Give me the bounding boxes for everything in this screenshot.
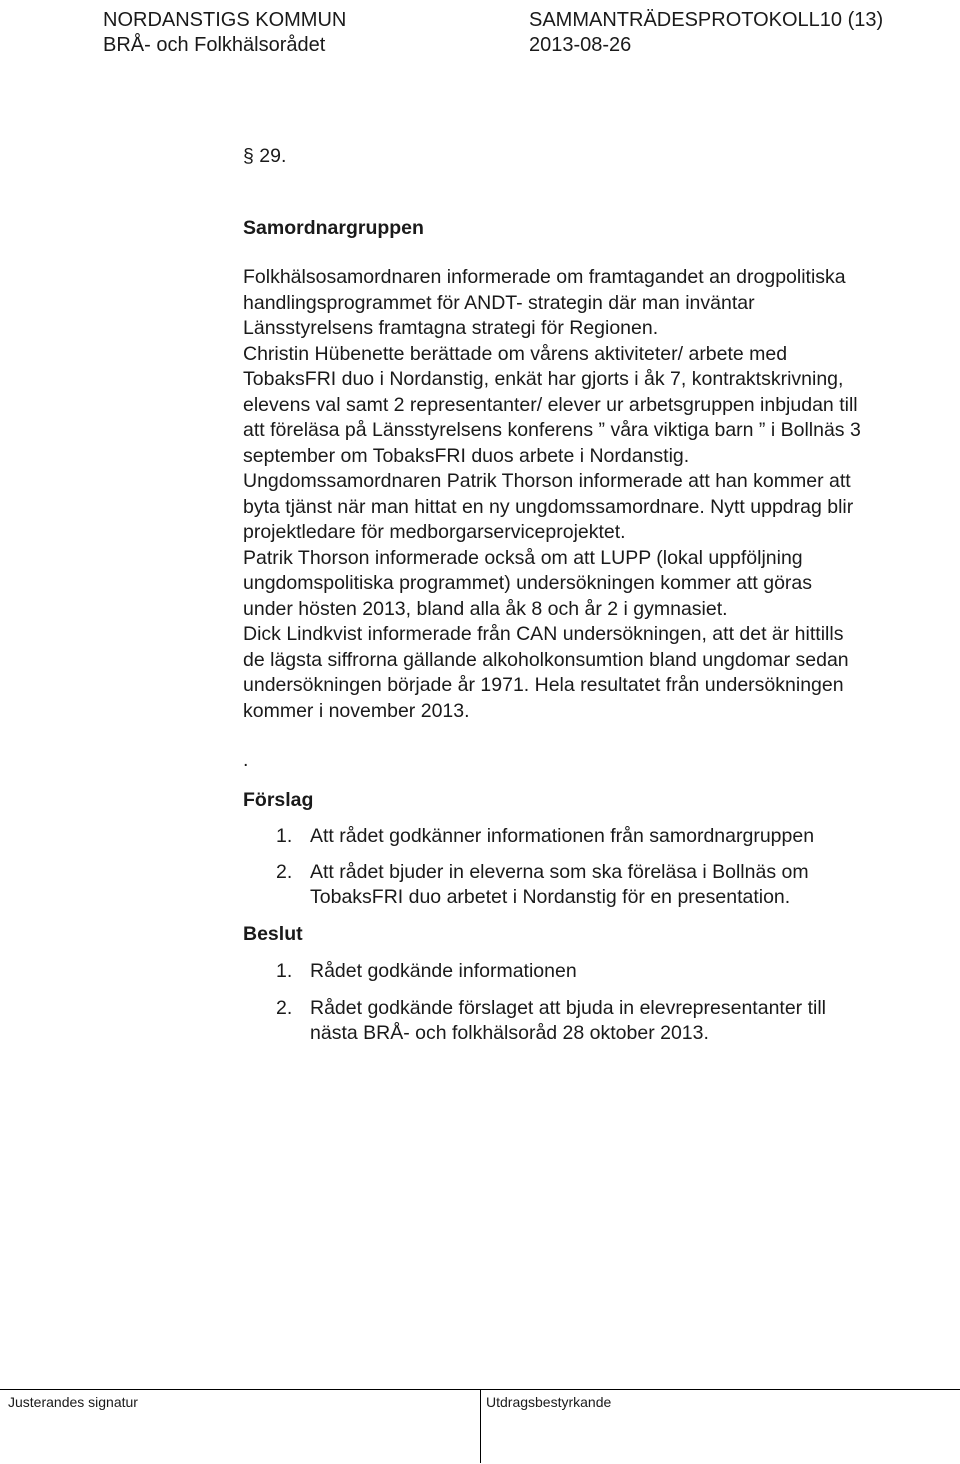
- paragraph-line: under hösten 2013, bland alla åk 8 och år 2 i gymnasiet.: [243, 597, 728, 620]
- section-title: Samordnargruppen: [243, 217, 424, 239]
- header-date: 2013-08-26: [529, 34, 632, 56]
- footer-divider: [480, 1389, 481, 1463]
- paragraph-line: Folkhälsosamordnaren informerade om framtagandet an drogpolitiska: [243, 266, 846, 288]
- paragraph-line: elevens val samt 2 representanter/ elever ur arbetsgruppen inbjudan till: [243, 393, 858, 416]
- paragraph-line: undersökningen började år 1971. Hela resultatet från undersökningen: [243, 674, 844, 696]
- forslag-item-text: TobaksFRI duo arbetet i Nordanstig för en presentation.: [310, 886, 791, 908]
- paragraph-line: TobaksFRI duo i Nordanstig, enkät har gjorts i åk 7, kontraktskrivning,: [243, 368, 844, 390]
- footer-left-label: Justerandes signatur: [8, 1394, 138, 1410]
- paragraph-line: projektledare för medborgarserviceprojektet.: [243, 521, 626, 543]
- paragraph-line: att föreläsa på Länsstyrelsens konferens ” våra viktiga barn ” i Bollnäs 3: [243, 419, 861, 441]
- beslut-heading: Beslut: [243, 923, 303, 945]
- paragraph-line: ungdomspolitiska programmet) undersökningen kommer att göras: [243, 572, 813, 594]
- beslut-item-number: 1.: [276, 960, 293, 982]
- stray-dot: .: [243, 749, 249, 771]
- forslag-item-number: 2.: [276, 861, 293, 883]
- header-protocol: SAMMANTRÄDESPROTOKOLL10 (13): [529, 9, 884, 31]
- paragraph-line: september om TobaksFRI duos arbete i Nordanstig.: [243, 444, 690, 467]
- section-mark-icon: §: [243, 145, 254, 167]
- paragraph-line: Christin Hübenette berättade om vårens aktiviteter/ arbete med: [243, 342, 788, 365]
- footer-right-label: Utdragsbestyrkande: [486, 1394, 612, 1410]
- paragraph-line: Ungdomssamordnaren Patrik Thorson informerade att han kommer att: [243, 470, 851, 492]
- beslut-item-text: nästa BRÅ- och folkhälsoråd 28 oktober 2013.: [310, 1022, 709, 1044]
- paragraph-line: Länsstyrelsens framtagna strategi för Regionen.: [243, 317, 659, 339]
- header-org: NORDANSTIGS KOMMUN: [103, 9, 347, 31]
- section-number-row: [243, 144, 286, 170]
- beslut-item-number: 2.: [276, 997, 293, 1019]
- section-paragraph: [243, 265, 958, 724]
- paragraph-line: kommer i november 2013.: [243, 699, 470, 722]
- forslag-heading: Förslag: [243, 789, 314, 811]
- forslag-item-number: 1.: [276, 825, 293, 847]
- paragraph-line: byta tjänst när man hittat en ny ungdomssamordnare. Nytt uppdrag blir: [243, 495, 854, 518]
- forslag-item-text: Att rådet godkänner informationen från samordnargruppen: [310, 825, 815, 847]
- paragraph-line: Dick Lindkvist informerade från CAN undersökningen, att det är hittills: [243, 623, 844, 645]
- section-number: 29.: [259, 145, 287, 167]
- paragraph-line: de lägsta siffrorna gällande alkoholkonsumtion bland ungdomar sedan: [243, 648, 849, 671]
- beslut-item-text: Rådet godkände informationen: [310, 960, 577, 982]
- header-body: BRÅ- och Folkhälsorådet: [103, 34, 326, 56]
- forslag-item-text: Att rådet bjuder in eleverna som ska föreläsa i Bollnäs om: [310, 861, 809, 883]
- paragraph-line: Patrik Thorson informerade också om att LUPP (lokal uppföljning: [243, 546, 803, 569]
- beslut-item-text: Rådet godkände förslaget att bjuda in elevrepresentanter till: [310, 997, 826, 1019]
- paragraph-line: handlingsprogrammet för ANDT- strategin där man inväntar: [243, 291, 755, 314]
